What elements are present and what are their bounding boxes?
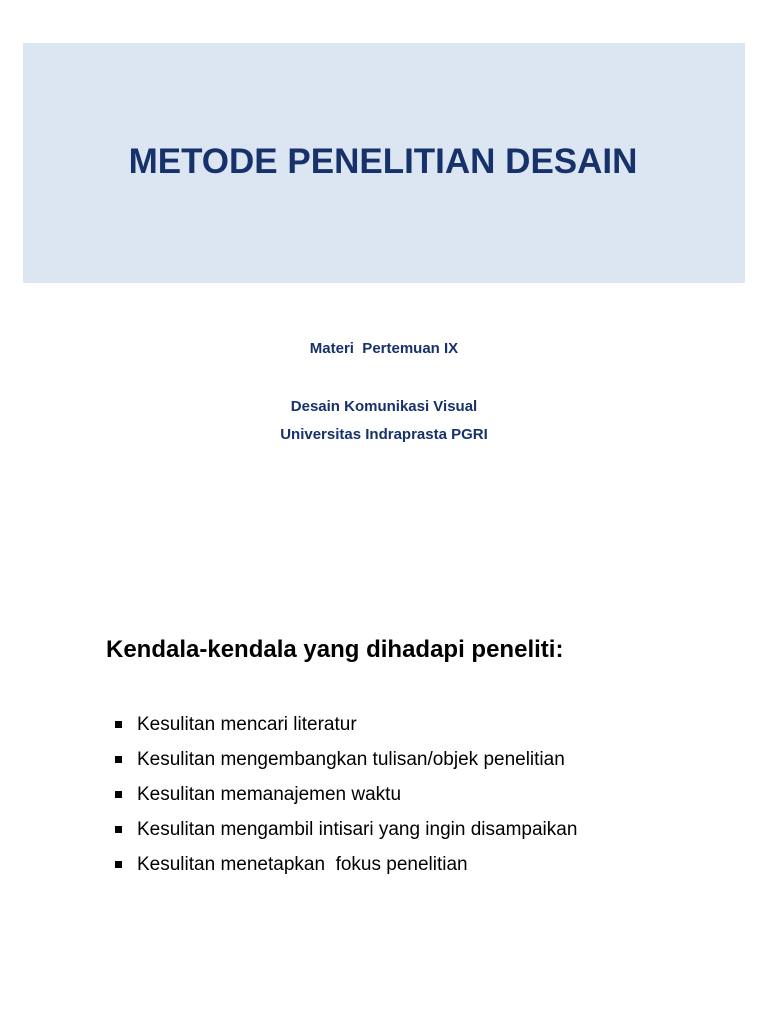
list-item-text: Kesulitan mencari literatur [137, 714, 357, 735]
list-item-text: Kesulitan mengembangkan tulisan/objek penelitian [137, 749, 565, 770]
square-bullet-icon [115, 861, 122, 868]
subtitle-university: Universitas Indraprasta PGRI [280, 426, 488, 443]
square-bullet-icon [115, 756, 122, 763]
square-bullet-icon [115, 826, 122, 833]
section-heading: Kendala-kendala yang dihadapi peneliti: [106, 636, 564, 663]
list-item-text: Kesulitan menetapkan fokus penelitian [137, 854, 468, 875]
list-item-text: Kesulitan memanajemen waktu [137, 784, 402, 805]
page-title: METODE PENELITIAN DESAIN [128, 142, 638, 181]
subtitle-program: Desain Komunikasi Visual [290, 398, 478, 415]
square-bullet-icon [115, 721, 122, 728]
square-bullet-icon [115, 791, 122, 798]
subtitle-meeting: Materi Pertemuan IX [309, 340, 459, 357]
list-item-text: Kesulitan mengambil intisari yang ingin disampaikan [137, 819, 578, 840]
